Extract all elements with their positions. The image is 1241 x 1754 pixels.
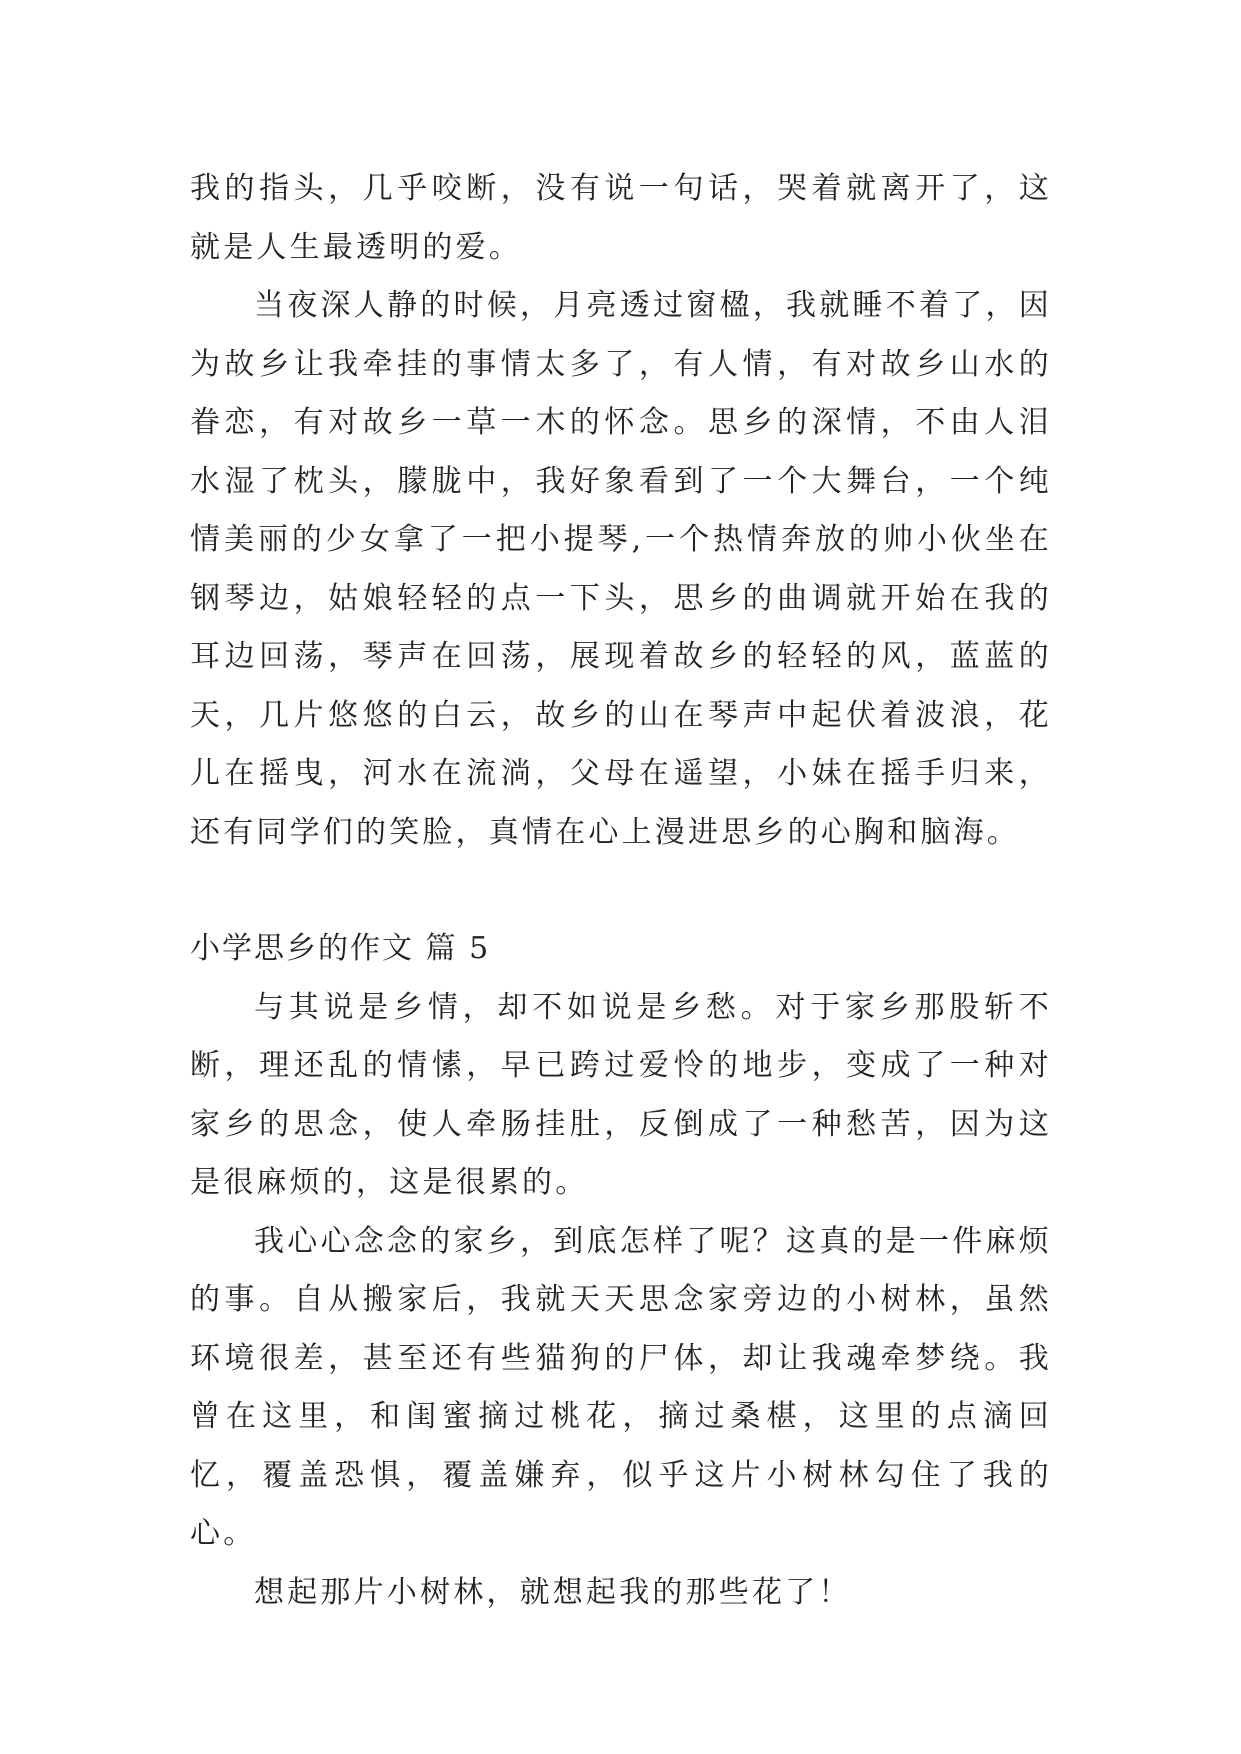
section-spacer xyxy=(190,862,1052,920)
paragraph-continued: 我的指头，几乎咬断，没有说一句话，哭着就离开了，这就是人生最透明的爱。 xyxy=(190,171,1052,265)
document-body xyxy=(190,160,1052,1622)
section-title: 小学思乡的作文 篇 5 xyxy=(190,931,491,966)
paragraph-flowers: 想起那片小树林，就想起我的那些花了！ xyxy=(254,1574,852,1610)
paragraph-homesick-night: 当夜深人静的时候，月亮透过窗楹，我就睡不着了，因为故乡让我牵挂的事情太多了，有人情，有对故乡山水的眷恋，有对故乡一草一木的怀念。思乡的深情，不由人泪水湿了枕头，朦胧中，我好象看到了一个大舞台，一个纯情美丽的少女拿了一把小提琴,一个热情奔放的帅小伙坐在钢琴边，姑娘轻轻的点一下头，思乡的曲调就开始在我的耳边回荡，琴声在回荡，展现着故乡的轻轻的风，蓝蓝的天，几片悠悠的白云，故乡的山在琴声中起伏着波浪，花儿在摇曳，河水在流淌，父母在遥望，小妹在摇手归来，还有同学们的笑脸，真情在心上漫进思乡的心胸和脑海。 xyxy=(190,288,1052,850)
paragraph-small-woods: 我心心念念的家乡，到底怎样了呢？这真的是一件麻烦的事。自从搬家后，我就天天思念家旁边的小树林，虽然环境很差，甚至还有些猫狗的尸体，却让我魂牵梦绕。我曾在这里，和闺蜜摘过桃花，摘过桑椹，这里的点滴回忆，覆盖恐惧，覆盖嫌弃，似乎这片小树林勾住了我的心。 xyxy=(190,1223,1052,1551)
paragraph-nostalgia: 与其说是乡情，却不如说是乡愁。对于家乡那股斩不断，理还乱的情愫，早已跨过爱怜的地步，变成了一种对家乡的思念，使人牵肠挂肚，反倒成了一种愁苦，因为这是很麻烦的，这是很累的。 xyxy=(190,989,1052,1200)
